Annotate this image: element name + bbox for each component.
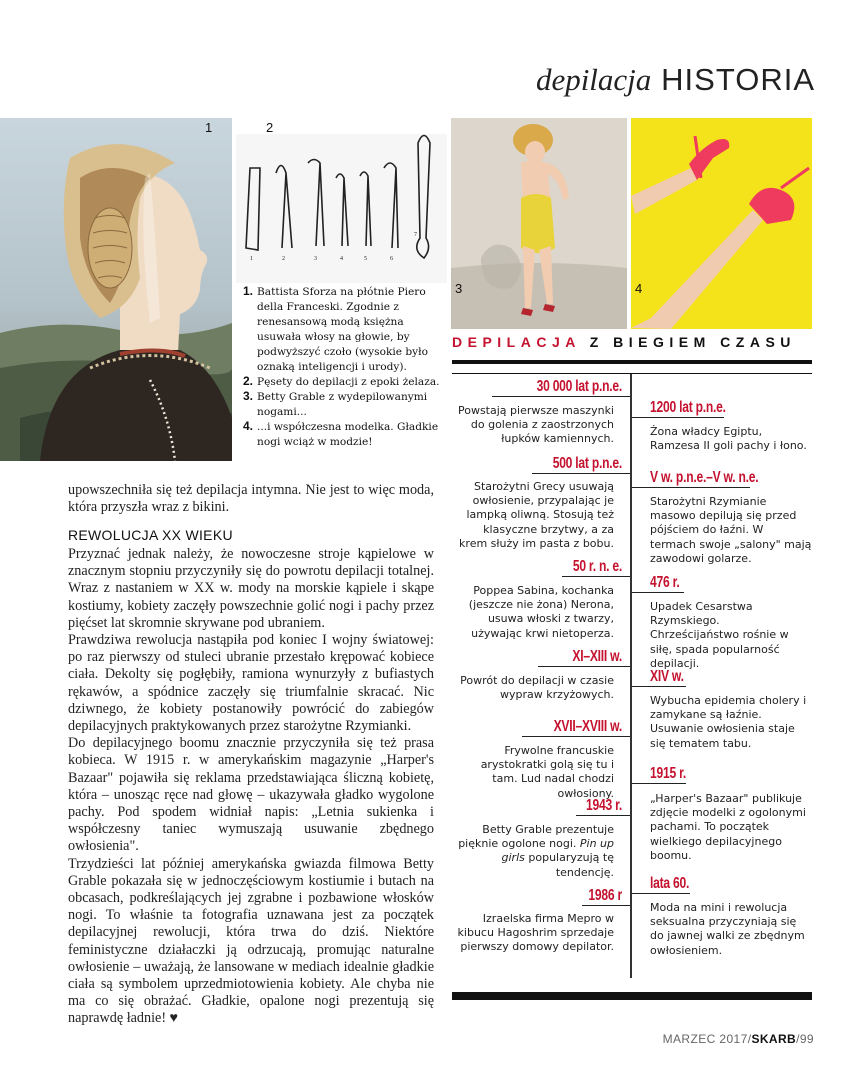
timeline-event-left: XI–XIII w.: [452, 648, 630, 667]
caption-item: 4. ...i współczesna modelka. Gładkie nogi wciąż w modzie!: [243, 419, 439, 448]
timeline-event-right: 1200 lat p.n.e.: [632, 399, 812, 418]
timeline-event-right: V w. p.n.e.–V w. n.e.: [632, 469, 812, 488]
timeline-event-text: Żona władcy Egiptu, Ramzesa II goli pachy i łono.: [650, 425, 807, 453]
pinup-illustration: [451, 118, 627, 329]
timeline-title-red: DEPILACJA: [452, 334, 581, 350]
portrait-image: [0, 118, 232, 461]
tweezer-label-4: 4: [340, 256, 343, 262]
image-captions: [243, 285, 448, 450]
page-footer: MARZEC 2017/SKARB/99: [662, 1032, 814, 1046]
page-header: [0, 62, 815, 98]
timeline-event-left: XVII–XVIII w.: [452, 718, 630, 737]
timeline-thin-rule: [452, 373, 812, 374]
image-number-3: 3: [455, 281, 463, 296]
tweezer-label-5: 5: [364, 256, 367, 262]
timeline-event-left: 1943 r.: [452, 797, 630, 816]
caption-item: 3. Betty Grable z wydepilowanymi nogami...: [243, 389, 428, 418]
section-title: REWOLUCJA XX WIEKU: [68, 527, 233, 543]
header-caps-word: HISTORIA: [661, 62, 815, 97]
caption-item: 1. Battista Sforza na płótnie Piero della Franceski. Zgodnie z renesansową modą księżna usuwała włosy na głowie, by podwyższyć czoło (wysokie było oznaką inteligencji i urody).: [243, 284, 428, 373]
pinup-image: [451, 118, 627, 329]
article-body: [68, 546, 434, 1028]
body-paragraph: Trzydzieści lat później amerykańska gwiazda filmowa Betty Grable pokazała się w jednoczęściowym kostiumie i butach na obcasach, podkreślających jej zgrabne i pozbawione włosków nogi. To właśnie ta fotografia uznawana jest za początek depilacyjnej rewolucji, która trwa do dziś. Niektóre feministyczne działaczki ją odrzucają, promując naturalne owłosienie – uważają, że lansowane w mediach idealnie gładkie ciała są symbolem uprzedmiotowienia kobiety. Ale chyba nie ma co się obrażać. Gładkie, opalone nogi prezentują się naprawdę ładnie! ♥: [68, 855, 434, 1027]
body-paragraph: Prawdziwa rewolucja nastąpiła pod koniec I wojny światowej: po raz pierwszy od stuleci ubranie przestało krępować kobiece ciała. Dekolty się pogłębiły, ramiona wynurzyły z bufiastych rękawów, a spódnice zaczęły się triumfalnie skracać. Nic dziwnego, że kobiety postanowiły powrócić do zabiegów depilacyjnych praktykowanych przez starożytne Rzymianki.: [68, 632, 434, 735]
timeline-event-left: 500 lat p.n.e.: [452, 455, 630, 474]
timeline-event-right: 1915 r.: [632, 765, 812, 784]
tweezer-label-3: 3: [314, 256, 317, 262]
timeline-event-text: Starożytni Rzymianie masowo depilują się przed pójściem do łaźni. W termach swoje „salony" mają zawodowi golarze.: [650, 495, 812, 565]
timeline-top-rule: [452, 360, 812, 364]
timeline-event-text: „Harper's Bazaar" publikuje zdjęcie modelki z ogolonymi pachami. To początek wielkiego depilacyjnego boomu.: [650, 792, 806, 862]
intro-paragraph: upowszechniła się też depilacja intymna. Nie jest to więc moda, która przyszła wraz z bikini.: [68, 482, 434, 516]
timeline-event-left: 1986 r: [452, 887, 630, 906]
timeline-event-text: Powrót do depilacji w czasie wypraw krzyżowych.: [460, 674, 614, 702]
timeline-event-text: Powstają pierwsze maszynki do golenia z zaostrzonych łupków kamiennych.: [457, 404, 614, 446]
heels-image: [631, 118, 812, 329]
timeline-title-rest: Z BIEGIEM CZASU: [589, 334, 796, 350]
image-number-4: 4: [635, 281, 643, 296]
image-number-1: 1: [205, 120, 213, 135]
timeline-event-text: Starożytni Grecy usuwają owłosienie, przypalając je lampką oliwną. Stosują też klasyczne brzytwy, a za krem służy im pasta z bobu.: [459, 480, 614, 550]
timeline-event-text: Wybucha epidemia cholery i zamykane są łaźnie. Usuwanie owłosienia staje się tematem tabu.: [650, 694, 807, 750]
timeline-event-text: Moda na mini i rewolucja seksualna przyczyniają się do jawnej walki ze zbędnym owłosieniem.: [650, 901, 805, 957]
body-paragraph: Przyznać jednak należy, że nowoczesne stroje kąpielowe w znacznym stopniu przyczyniły się do powrotu depilacji totalnej. Wraz z nastaniem w XX w. mody na morskie kąpiele i skąpe kostiumy, kobiety zaczęły powszechnie golić nogi i pachy przez pięćset lat skromnie skrywane pod ubraniem.: [68, 546, 434, 631]
timeline-event-text: Upadek Cesarstwa Rzymskiego. Chrześcijaństwo rośnie w siłę, spada popularność depilacji.: [650, 600, 789, 670]
heels-illustration: [631, 118, 812, 329]
timeline-event-left: 30 000 lat p.n.e.: [452, 378, 630, 397]
timeline-event-text: Betty Grable prezentuje pięknie ogolone nogi. Pin up girls popularyzują tę tendencję.: [458, 823, 614, 879]
tweezer-label-7: 7: [414, 232, 417, 238]
body-paragraph: Do depilacyjnego boomu znacznie przyczyniła się też prasa kobieca. W 1915 r. w amerykańskim magazynie „Harper's Bazaar" pojawiła się reklama przedstawiająca śliczną kobietę, która – unosząc ręce nad głowę – ukazywała gładko wygolone pachy. Pod spodem widniał napis: „Letnia sukienka i współczesny taniec wymuszają usuwanie zbędnego owłosienia".: [68, 735, 434, 855]
caption-item: 2. Pęsety do depilacji z epoki żelaza.: [243, 374, 440, 388]
timeline-title: [452, 334, 812, 350]
timeline-event-right: 476 r.: [632, 574, 812, 593]
tweezer-label-6: 6: [390, 256, 393, 262]
timeline-event-left: 50 r. n. e.: [452, 558, 630, 577]
tweezer-label-1: 1: [250, 256, 253, 262]
timeline-event-text: Poppea Sabina, kochanka (jeszcze nie żona) Nerona, usuwa włoski z twarzy, używając krwi nietoperza.: [468, 584, 614, 640]
timeline-event-text: Frywolne francuskie arystokratki golą się tu i tam. Lud nadal chodzi owłosiony.: [480, 744, 614, 800]
image-number-2: 2: [266, 120, 274, 135]
tweezer-label-2: 2: [282, 256, 285, 262]
timeline-event-text: Izraelska firma Mepro w kibucu Hagoshrim sprzedaje pierwszy domowy depilator.: [457, 912, 614, 954]
tweezers-illustration: [236, 118, 447, 283]
timeline-event-right: lata 60.: [632, 875, 812, 894]
portrait-illustration: [0, 118, 232, 461]
tweezers-image: [236, 118, 447, 283]
header-script-word: depilacja: [535, 62, 652, 97]
timeline-event-right: XIV w.: [632, 668, 812, 687]
timeline-bottom-rule: [452, 992, 812, 1000]
